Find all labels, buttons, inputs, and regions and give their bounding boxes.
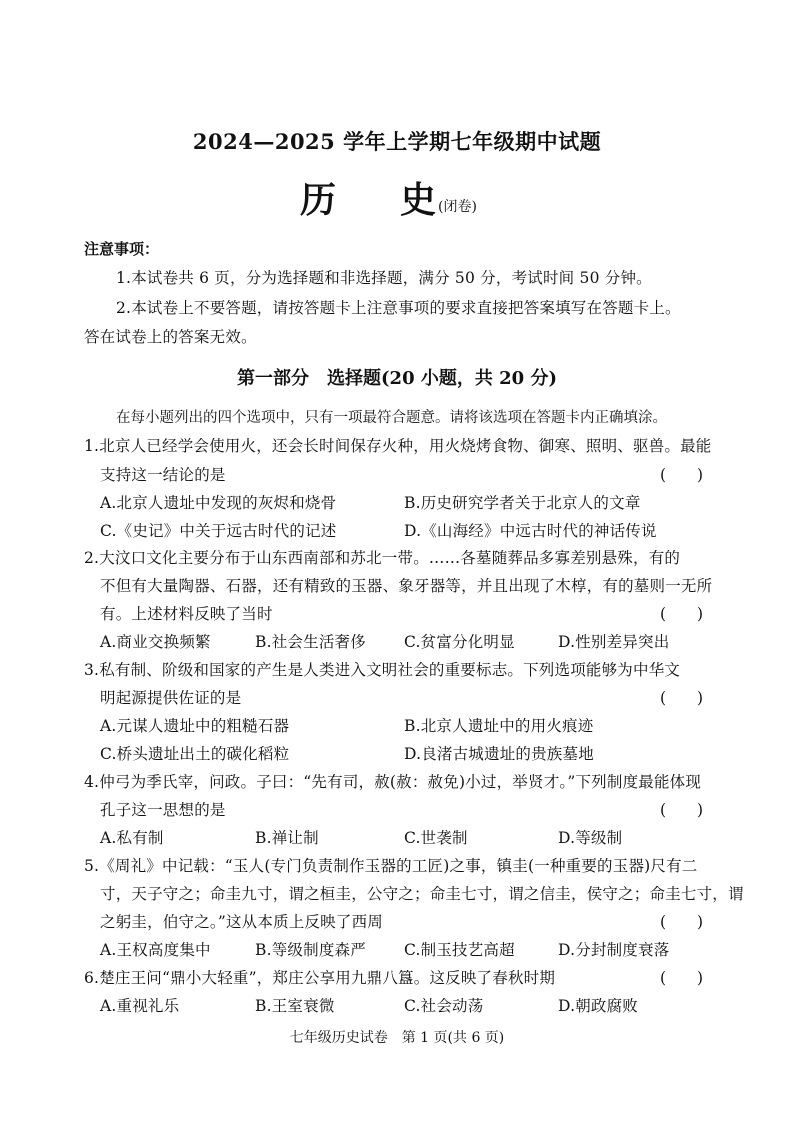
q4-stem-line2: 孔子这一思想的是: [100, 801, 226, 819]
q5-option-d: D.分封制度衰落: [558, 941, 670, 959]
subject-note: (闭卷): [438, 199, 477, 215]
q1-stem-line1: 1.北京人已经学会使用火，还会长时间保存火种，用火烧烤食物、御寒、照明、驱兽。最能: [84, 437, 712, 455]
q6-option-d: D.朝政腐败: [558, 997, 639, 1015]
page-footer: 七年级历史试卷 第 1 页(共 6 页): [289, 1030, 505, 1046]
q5-stem-line2: 寸，天子守之；命圭九寸，谓之桓圭，公守之；命圭七寸，谓之信圭，侯守之；命圭七寸，谓: [100, 885, 744, 903]
q5-option-a: A.王权高度集中: [100, 941, 211, 959]
q1-option-a: A.北京人遗址中发现的灰烬和烧骨: [100, 494, 337, 512]
q1-option-c: C.《史记》中关于远古时代的记述: [100, 522, 337, 540]
q4-stem-line1: 4.仲弓为季氏宰，问政。子曰：“先有司，赦(赦：赦免)小过，举贤才。”下列制度最能体现: [84, 773, 702, 791]
q2-option-c: C.贫富分化明显: [404, 633, 515, 651]
q5-answer-paren: ( ): [660, 913, 704, 931]
q5-stem-line1: 5.《周礼》中记载：“玉人(专门负责制作玉器的工匠)之事，镇圭(一种重要的玉器)尺有二: [84, 857, 698, 875]
q5-stem-line3: 之躬圭，伯守之。”这从本质上反映了西周: [100, 913, 383, 931]
q3-answer-paren: ( ): [660, 689, 704, 707]
q4-answer-paren: ( ): [660, 801, 704, 819]
q4-option-b: B.禅让制: [255, 829, 319, 847]
q2-option-a: A.商业交换频繁: [100, 633, 211, 651]
subject-char-2: 史: [400, 179, 437, 221]
q2-stem-line3: 有。上述材料反映了当时: [100, 605, 273, 623]
q5-option-b: B.等级制度森严: [255, 941, 366, 959]
q3-option-a: A.元谋人遗址中的粗糙石器: [100, 717, 290, 735]
q1-answer-paren: ( ): [660, 466, 704, 484]
q2-option-d: D.性别差异突出: [558, 633, 670, 651]
q6-option-c: C.社会动荡: [404, 997, 484, 1015]
exam-title: 2024—2025 学年上学期七年级期中试题: [192, 129, 602, 154]
q1-option-d: D.《山海经》中远古时代的神话传说: [404, 522, 657, 540]
q3-option-b: B.北京人遗址中的用火痕迹: [404, 717, 594, 735]
notice-item-2-cont: 答在试卷上的答案无效。: [84, 328, 257, 346]
section-instruction: 在每小题列出的四个选项中，只有一项最符合题意。请将该选项在答题卡内正确填涂。: [116, 410, 667, 426]
q3-stem-line1: 3.私有制、阶级和国家的产生是人类进入文明社会的重要标志。下列选项能够为中华文: [84, 661, 681, 679]
q3-option-c: C.桥头遗址出土的碳化稻粒: [100, 745, 290, 763]
q3-stem-line2: 明起源提供佐证的是: [100, 689, 242, 707]
q3-option-d: D.良渚古城遗址的贵族墓地: [404, 745, 594, 763]
q2-stem-line1: 2.大汶口文化主要分布于山东西南部和苏北一带。……各墓随葬品多寡差别悬殊，有的: [84, 549, 681, 567]
q6-option-a: A.重视礼乐: [100, 997, 180, 1015]
q1-option-b: B.历史研究学者关于北京人的文章: [404, 494, 641, 512]
q6-option-b: B.王室衰微: [255, 997, 335, 1015]
q4-option-c: C.世袭制: [404, 829, 468, 847]
q4-option-a: A.私有制: [100, 829, 164, 847]
q4-option-d: D.等级制: [558, 829, 623, 847]
q6-stem-line1: 6.楚庄王问“鼎小大轻重”，郑庄公享用九鼎八簋。这反映了春秋时期: [84, 969, 556, 987]
q2-option-b: B.社会生活奢侈: [255, 633, 366, 651]
q1-stem-line2: 支持这一结论的是: [100, 466, 226, 484]
q6-answer-paren: ( ): [660, 969, 704, 987]
subject-char-1: 历: [300, 179, 339, 221]
q5-option-c: C.制玉技艺高超: [404, 941, 515, 959]
q2-stem-line2: 不但有大量陶器、石器，还有精致的玉器、象牙器等，并且出现了木椁，有的墓则一无所: [100, 577, 713, 595]
notice-heading: 注意事项：: [84, 240, 160, 258]
notice-item-2: 2.本试卷上不要答题，请按答题卡上注意事项的要求直接把答案填写在答题卡上。: [116, 299, 681, 317]
section-title: 第一部分 选择题(20 小题，共 20 分): [237, 368, 557, 389]
notice-item-1: 1.本试卷共 6 页，分为选择题和非选择题，满分 50 分，考试时间 50 分钟。: [116, 269, 652, 287]
q2-answer-paren: ( ): [660, 605, 704, 623]
